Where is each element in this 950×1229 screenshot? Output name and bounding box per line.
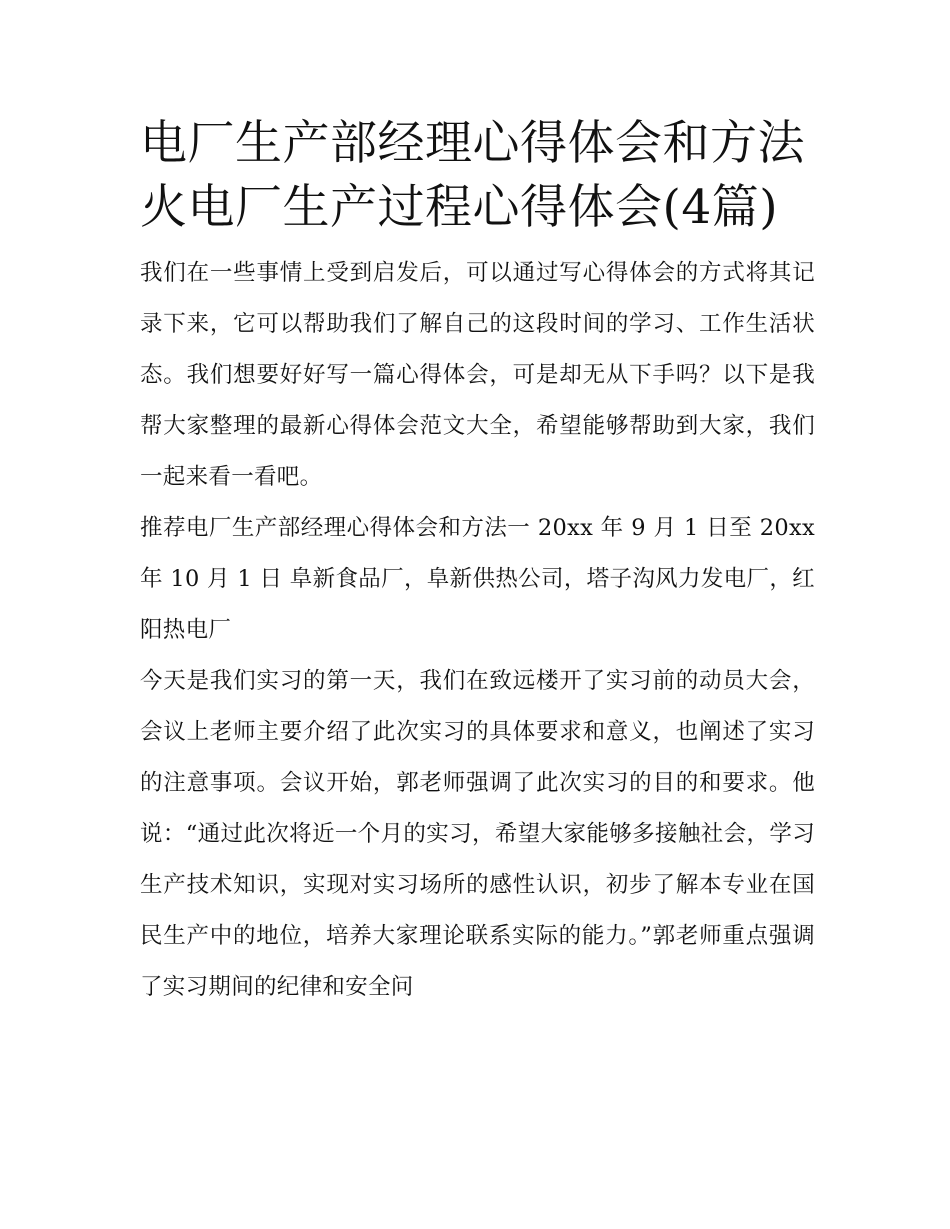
paragraph-internship-info: 推荐电厂生产部经理心得体会和方法一 20xx 年 9 月 1 日至 20xx 年 10 月 1 日 阜新食品厂，阜新供热公司，塔子沟风力发电厂，红阳热电厂 — [140, 515, 815, 643]
document-title: 电厂生产部经理心得体会和方法 火电厂生产过程心得体会(4篇) — [140, 116, 805, 235]
paragraph-intro: 我们在一些事情上受到启发后，可以通过写心得体会的方式将其记录下来，它可以帮助我们了解自己的这段时间的学习、工作生活状态。我们想要好好写一篇心得体会，可是却无从下手吗？以下是我帮大家整理的最新心得体会范文大全，希望能够帮助到大家，我们一起来看一看吧。 — [140, 260, 815, 490]
paragraph-first-day: 今天是我们实习的第一天，我们在致远楼开了实习前的动员大会，会议上老师主要介绍了此次实习的具体要求和意义，也阐述了实习的注意事项。会议开始，郭老师强调了此次实习的目的和要求。他说：“通过此次将近一个月的实习，希望大家能够多接触社会，学习生产技术知识，实现对实习场所的感性认识，初步了解本专业在国民生产中的地位，培养大家理论联系实际的能力。”郭老师重点强调了实习期间的纪律和安全问 — [140, 668, 815, 1000]
document-body — [140, 112, 815, 1013]
